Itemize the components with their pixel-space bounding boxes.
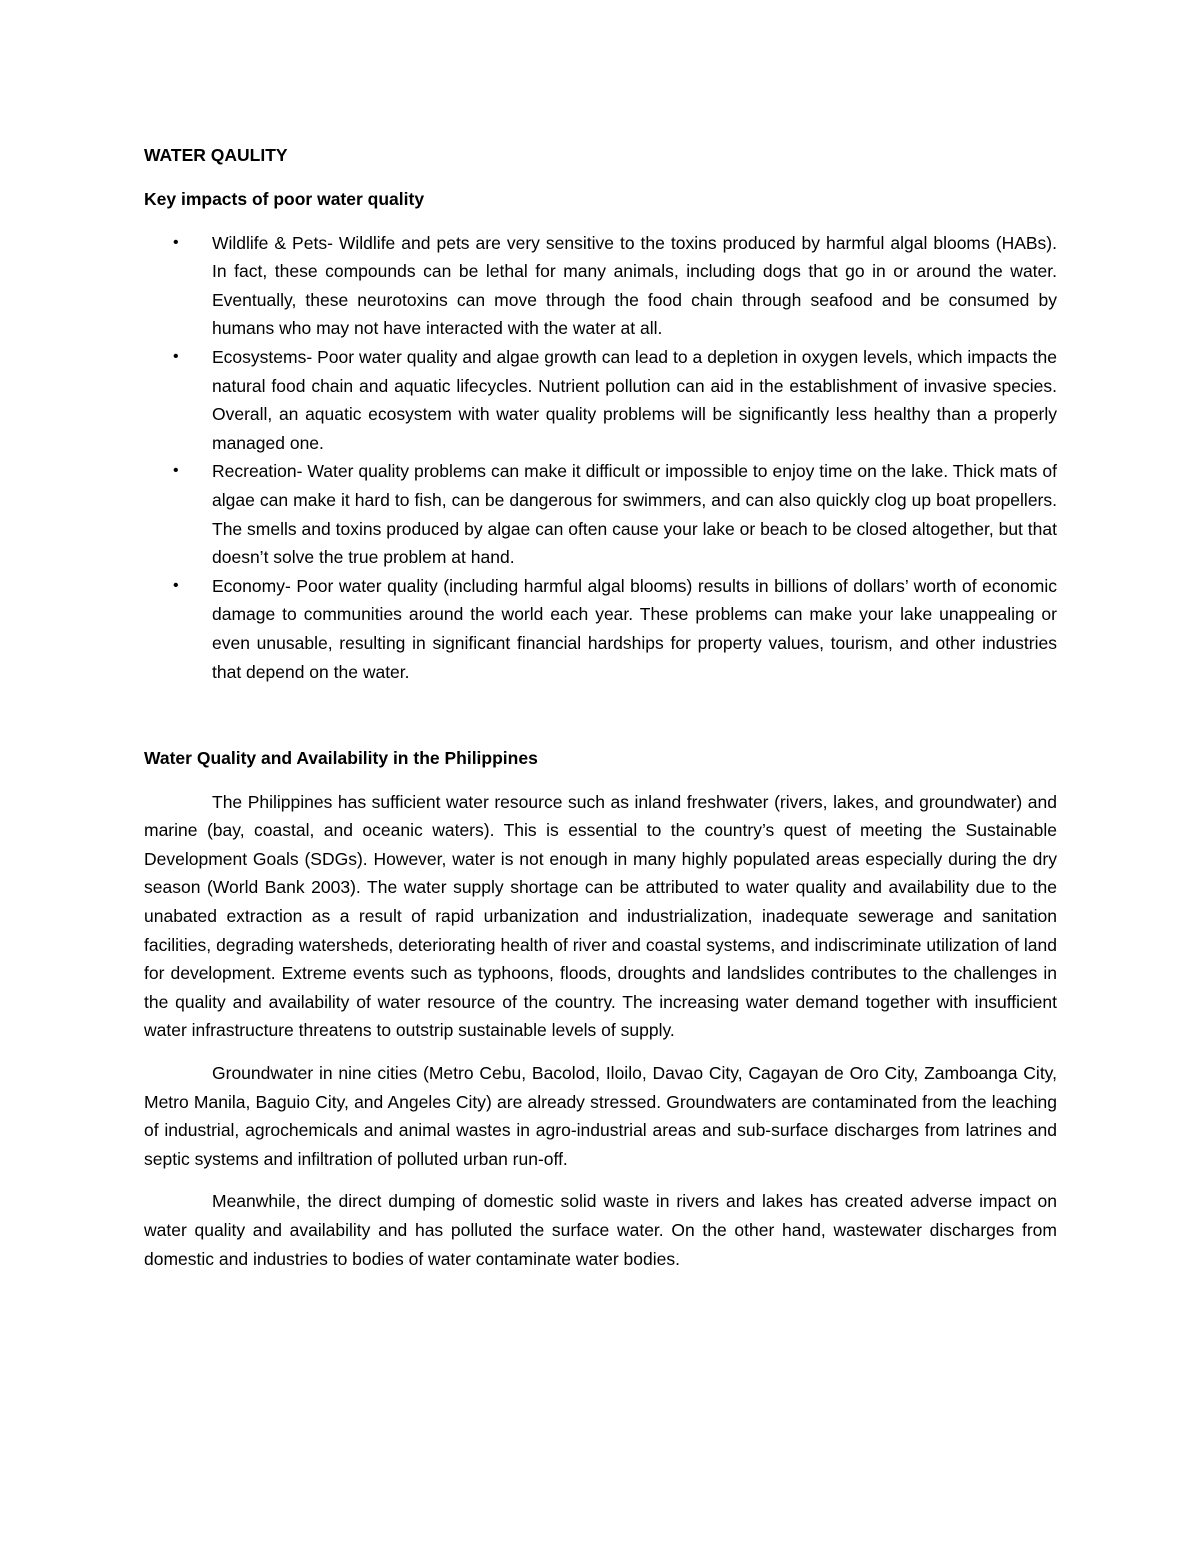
section-heading-key-impacts: Key impacts of poor water quality bbox=[144, 189, 425, 209]
list-item-text: Recreation- Water quality problems can make it difficult or impossible to enjoy time on the lake. Thick mats of algae can make it hard to fish, can be dangerous for swimmers, and can also quickly clog up boat propellers. The smells and toxins produced by algae can often cause your lake or beach to be closed altogether, but that doesn’t solve the true problem at hand. bbox=[212, 461, 1057, 568]
section-philippines bbox=[144, 744, 1057, 1273]
bullet-icon: • bbox=[173, 576, 179, 594]
list-item-recreation bbox=[144, 457, 1057, 571]
list-item-economy bbox=[144, 572, 1057, 686]
list-item-wildlife bbox=[144, 229, 1057, 343]
impacts-list bbox=[144, 229, 1057, 687]
bullet-icon: • bbox=[173, 233, 179, 251]
list-item-ecosystems bbox=[144, 343, 1057, 457]
list-item-text: Wildlife & Pets- Wildlife and pets are very sensitive to the toxins produced by harmful algal blooms (HABs). In fact, these compounds can be lethal for many animals, including dogs that go in or around the water. Eventually, these neurotoxins can move through the food chain through seafood and be consumed by humans who may not have interacted with the water at all. bbox=[212, 232, 1057, 339]
section-heading-philippines: Water Quality and Availability in the Philippines bbox=[144, 748, 538, 769]
document-body bbox=[144, 141, 1057, 1287]
list-item-text: Ecosystems- Poor water quality and algae growth can lead to a depletion in oxygen levels, which impacts the natural food chain and aquatic lifecycles. Nutrient pollution can aid in the establishment of invasive species. Overall, an aquatic ecosystem with water quality problems will be significantly less healthy than a properly managed one. bbox=[212, 346, 1057, 453]
bullet-icon: • bbox=[173, 347, 179, 365]
document-title: WATER QAULITY bbox=[144, 145, 288, 165]
list-item-text: Economy- Poor water quality (including harmful algal blooms) results in billions of dollars’ worth of economic damage to communities around the world each year. These problems can make your lake unappealing or even unusable, resulting in significant financial hardships for property values, tourism, and other industries that depend on the water. bbox=[212, 575, 1057, 682]
paragraph-solid-waste: Meanwhile, the direct dumping of domestic solid waste in rivers and lakes has created adverse impact on water quality and availability and has polluted the surface water. On the other hand, wastewater discharges from domestic and industries to bodies of water contaminate water bodies. bbox=[144, 1191, 1057, 1269]
bullet-icon: • bbox=[173, 462, 179, 480]
paragraph-water-resources: The Philippines has sufficient water resource such as inland freshwater (rivers, lakes, and groundwater) and marine (bay, coastal, and oceanic waters). This is essential to the country’s quest of meeting the Sustainable Development Goals (SDGs). However, water is not enough in many highly populated areas especially during the dry season (World Bank 2003). The water supply shortage can be attributed to water quality and availability due to the unabated extraction as a result of rapid urbanization and industrialization, inadequate sewerage and sanitation facilities, degrading watersheds, deteriorating health of river and coastal systems, and indiscriminate utilization of land for development. Extreme events such as typhoons, floods, droughts and landslides contributes to the challenges in the quality and availability of water resource of the country. The increasing water demand together with insufficient water infrastructure threatens to outstrip sustainable levels of supply. bbox=[144, 791, 1057, 1041]
paragraph-groundwater: Groundwater in nine cities (Metro Cebu, Bacolod, Iloilo, Davao City, Cagayan de Oro City, Zamboanga City, Metro Manila, Baguio City, and Angeles City) are already stressed. Groundwaters are contaminated from the leaching of industrial, agrochemicals and animal wastes in agro-industrial areas and sub-surface discharges from latrines and septic systems and infiltration of polluted urban run-off. bbox=[144, 1063, 1057, 1169]
